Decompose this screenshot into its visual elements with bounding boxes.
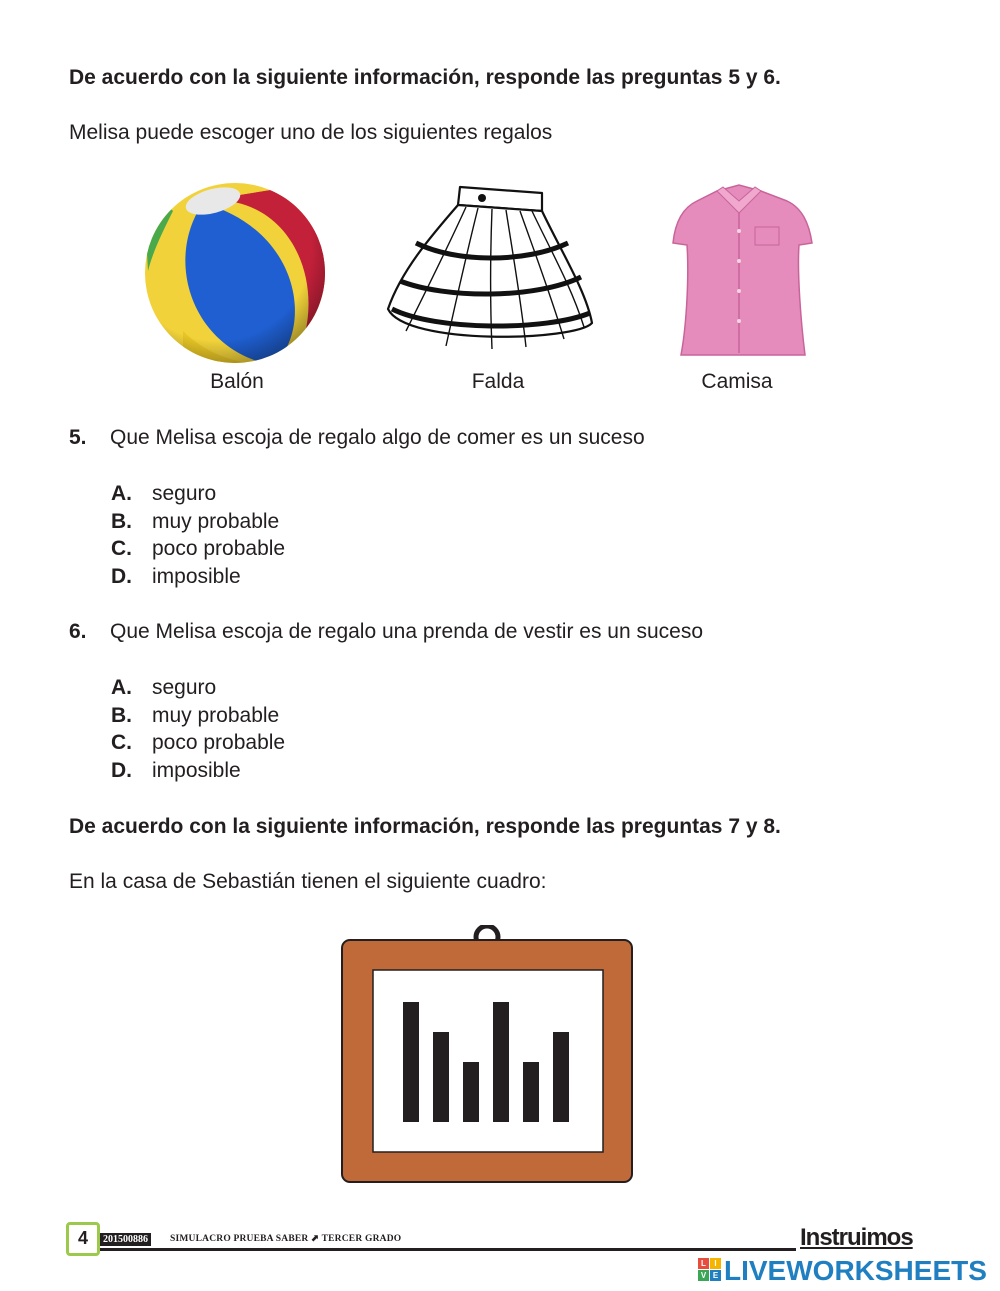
picture-bar-5 — [523, 1062, 539, 1122]
section-heading-7-8: De acuerdo con la siguiente información, responde las preguntas 7 y 8. — [69, 815, 781, 838]
beach-ball-icon — [143, 181, 327, 365]
option-a[interactable]: A. seguro — [111, 482, 217, 505]
question-5 — [69, 426, 645, 450]
picture-frame-drawing — [340, 925, 635, 1187]
option-b[interactable]: B. muy probable — [111, 509, 280, 533]
question-6-options — [111, 674, 285, 785]
picture-bar-6 — [553, 1032, 569, 1122]
question-text: Que Melisa escoja de regalo una prenda de vestir es un suceso — [110, 620, 704, 643]
question-number: 5. — [69, 426, 87, 449]
picture-bar-3 — [463, 1062, 479, 1122]
option-c[interactable]: C. poco probable — [111, 537, 286, 561]
option-c[interactable]: C. poco probable — [111, 731, 286, 755]
picture-bar-4 — [493, 1002, 509, 1122]
question-text: Que Melisa escoja de regalo algo de comer es un suceso — [110, 426, 645, 449]
skirt-icon — [386, 181, 594, 357]
liveworksheets-logo-icon: L I V E — [698, 1258, 722, 1282]
question-6 — [69, 620, 703, 644]
document-code: 201500886 — [100, 1233, 151, 1246]
question-number: 6. — [69, 620, 87, 643]
intro-melisa: Melisa puede escoger uno de los siguientes regalos — [69, 121, 553, 144]
gift-label-balon: Balón — [210, 370, 264, 393]
page-number: 4 — [66, 1222, 100, 1256]
option-d[interactable]: D. imposible — [111, 565, 241, 589]
picture-frame — [340, 925, 635, 1192]
gift-label-falda: Falda — [471, 370, 525, 393]
brand-logo: Instruimos — [800, 1224, 913, 1251]
option-a[interactable]: A. seguro — [111, 676, 217, 699]
footer-title: SIMULACRO PRUEBA SABER ⬈ TERCER GRADO — [170, 1234, 402, 1244]
gift-label-camisa: Camisa — [701, 370, 773, 393]
section-heading-5-6: De acuerdo con la siguiente información, responde las preguntas 5 y 6. — [69, 66, 781, 89]
picture-bar-1 — [403, 1002, 419, 1122]
option-b[interactable]: B. muy probable — [111, 703, 280, 727]
question-5-options — [111, 480, 285, 591]
liveworksheets-text: LIVEWORKSHEETS — [724, 1255, 987, 1286]
option-d[interactable]: D. imposible — [111, 759, 241, 783]
shirt-icon — [667, 183, 817, 359]
footer-divider — [100, 1248, 796, 1251]
intro-sebastian: En la casa de Sebastián tienen el siguiente cuadro: — [69, 870, 547, 893]
picture-bar-2 — [433, 1032, 449, 1122]
